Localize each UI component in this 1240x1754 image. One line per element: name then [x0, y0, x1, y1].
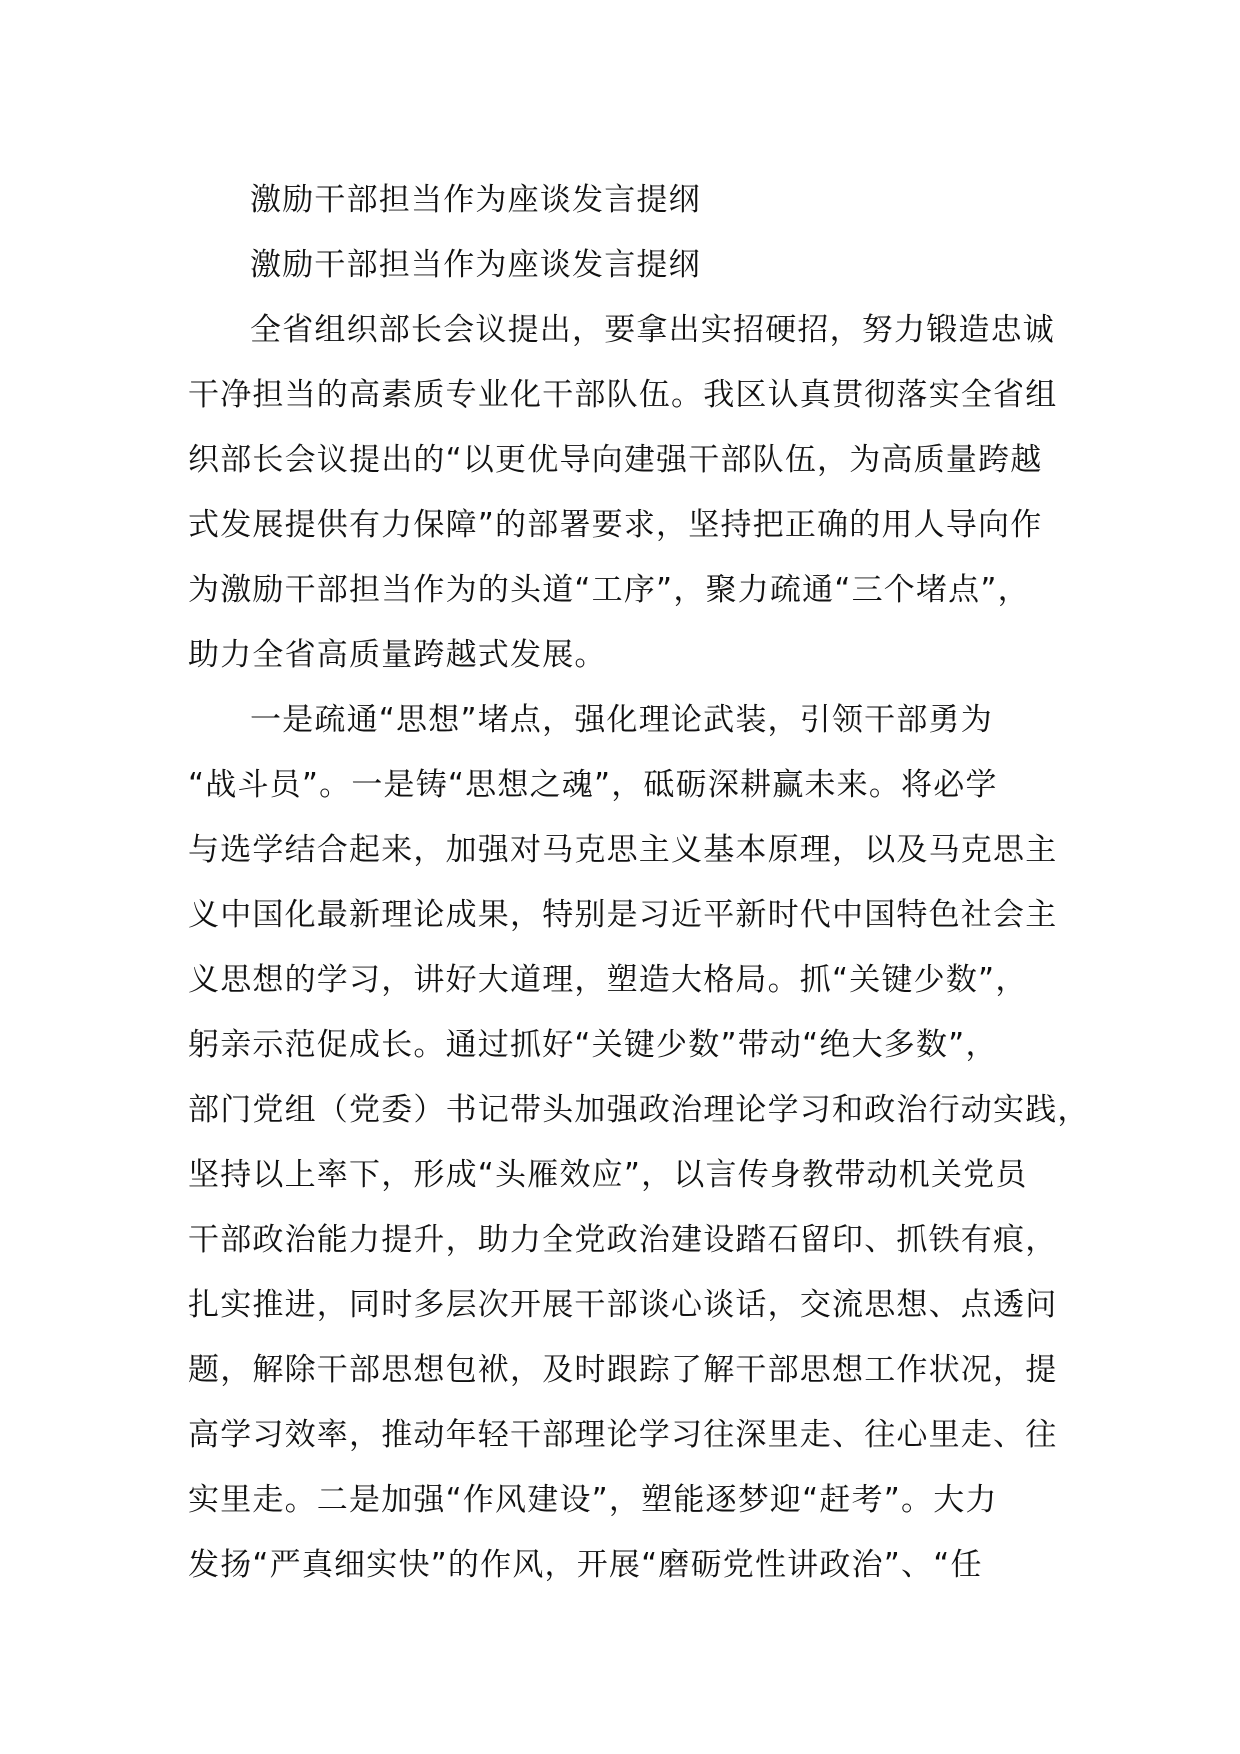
paragraph-line: 干部政治能力提升，助力全党政治建设踏石留印、抓铁有痕， [188, 1222, 1058, 1258]
paragraph-line: 一是疏通“思想”堵点，强化理论武装，引领干部勇为 [250, 702, 993, 738]
paragraph-line: 题，解除干部思想包袱，及时跟踪了解干部思想工作状况，提 [188, 1352, 1058, 1388]
paragraph-line: 实里走。二是加强“作风建设”，塑能逐梦迎“赶考”。大力 [188, 1482, 998, 1518]
paragraph-line: 干净担当的高素质专业化干部队伍。我区认真贯彻落实全省组 [188, 377, 1058, 413]
document-title: 激励干部担当作为座谈发言提纲 [250, 182, 701, 218]
paragraph-1 [188, 298, 1088, 688]
paragraph-2 [188, 688, 1088, 1598]
paragraph-line: 坚持以上率下，形成“头雁效应”，以言传身教带动机关党员 [188, 1157, 1028, 1193]
paragraph-line: 义思想的学习，讲好大道理，塑造大格局。抓“关键少数”， [188, 962, 1028, 998]
paragraph-line: 助力全省高质量跨越式发展。 [188, 637, 607, 673]
document-body [188, 168, 1088, 1598]
paragraph-line: 躬亲示范促成长。通过抓好“关键少数”带动“绝大多数”， [188, 1027, 998, 1063]
paragraph-line: 高学习效率，推动年轻干部理论学习往深里走、往心里走、往 [188, 1417, 1058, 1453]
paragraph-line: 与选学结合起来，加强对马克思主义基本原理，以及马克思主 [188, 832, 1058, 868]
paragraph-line: 式发展提供有力保障”的部署要求，坚持把正确的用人导向作 [188, 507, 1043, 543]
paragraph-line: 义中国化最新理论成果，特别是习近平新时代中国特色社会主 [188, 897, 1058, 933]
paragraph-line: 发扬“严真细实快”的作风，开展“磨砺党性讲政治”、“任 [188, 1547, 983, 1583]
paragraph-line: 为激励干部担当作为的头道“工序”，聚力疏通“三个堵点”， [188, 572, 1030, 608]
paragraph-line: 织部长会议提出的“以更优导向建强干部队伍，为高质量跨越 [188, 442, 1043, 478]
document-subtitle: 激励干部担当作为座谈发言提纲 [250, 247, 701, 283]
paragraph-line: “战斗员”。一是铸“思想之魂”，砥砺深耕赢未来。将必学 [188, 767, 998, 803]
paragraph-line: 扎实推进，同时多层次开展干部谈心谈话，交流思想、点透问 [188, 1287, 1058, 1323]
paragraph-line: 部门党组（党委）书记带头加强政治理论学习和政治行动实践， [188, 1092, 1090, 1128]
paragraph-line: 全省组织部长会议提出，要拿出实招硬招，努力锻造忠诚 [250, 312, 1055, 348]
